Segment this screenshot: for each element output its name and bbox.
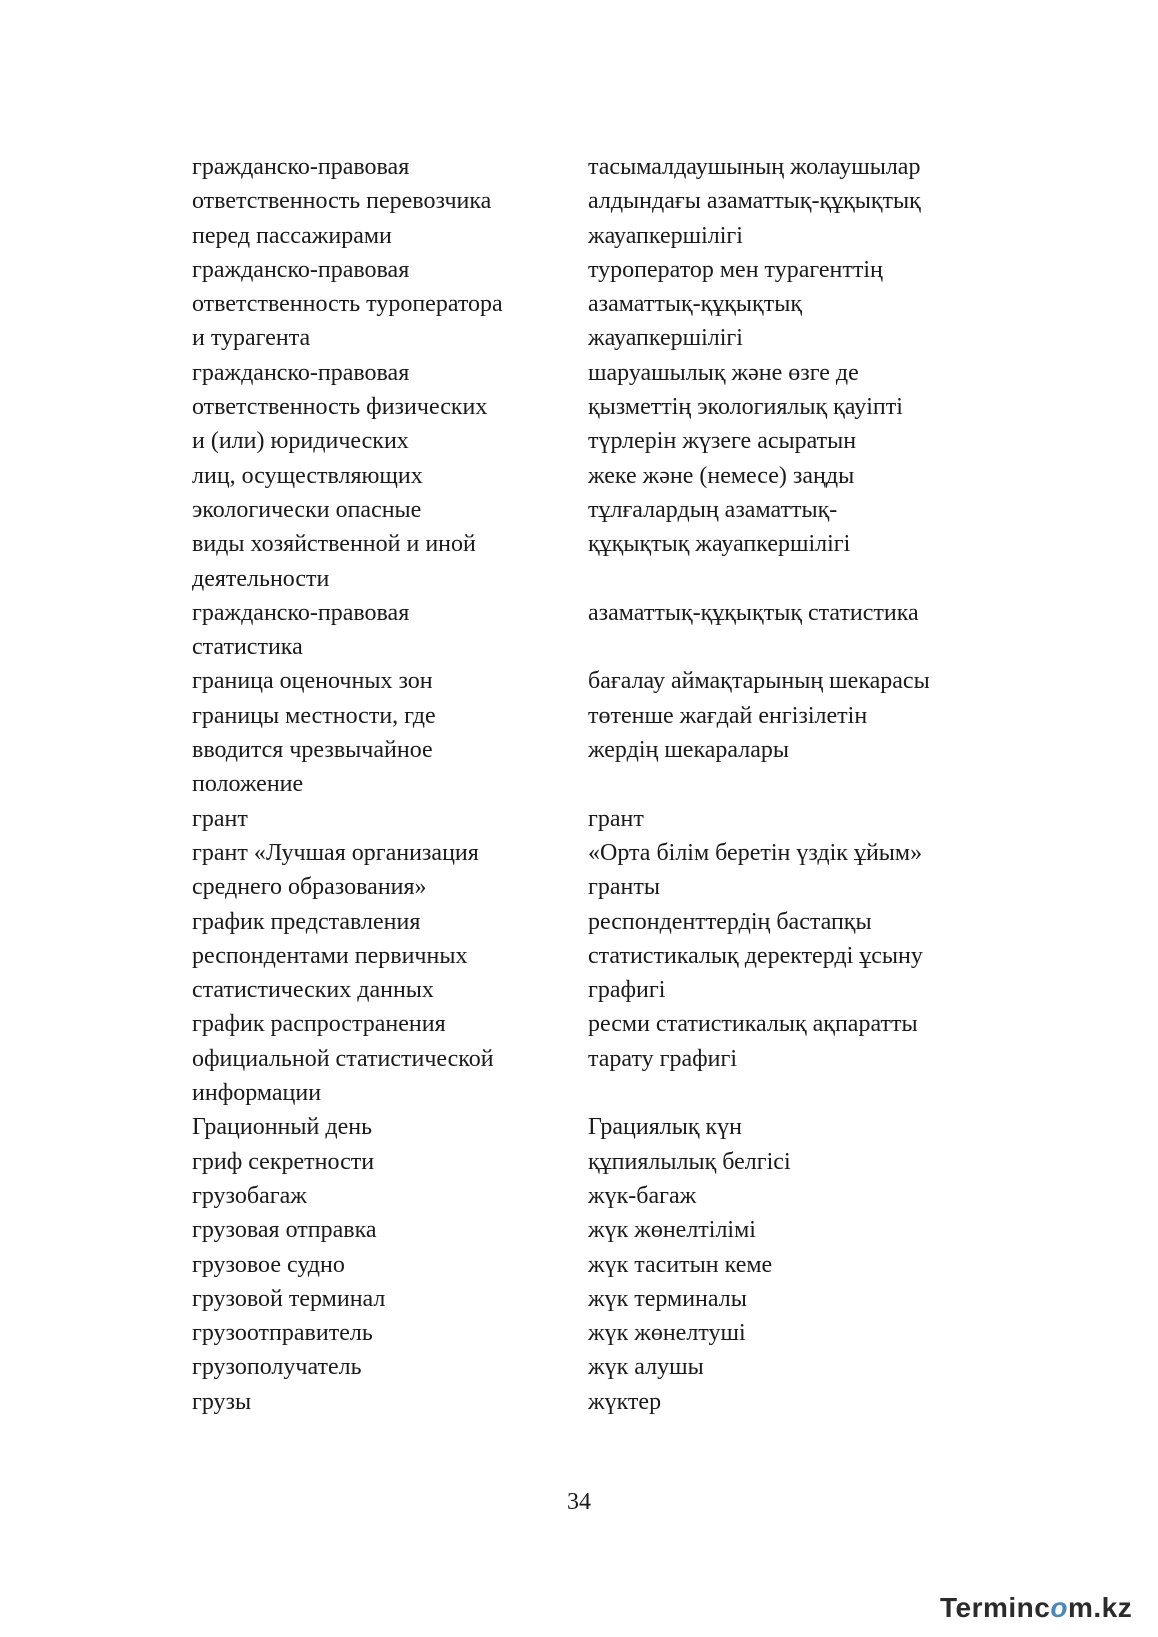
glossary-entry — [192, 1179, 1012, 1213]
russian-term: график представления респондентами первичных статистических данных — [192, 908, 468, 1004]
glossary-entry — [192, 1316, 1012, 1350]
kazakh-term: азаматтық-құқықтық статистика — [588, 599, 919, 626]
russian-term: грант — [192, 805, 248, 832]
glossary-entry — [192, 1248, 1012, 1282]
russian-term: гражданско-правовая ответственность туроператора и турагента — [192, 256, 503, 352]
glossary-entry — [192, 1282, 1012, 1316]
kazakh-term: жүк таситын кеме — [588, 1251, 773, 1278]
glossary-entry — [192, 802, 1012, 836]
kazakh-term: шаруашылық және өзге де қызметтің экологиялық қауіпті түрлерін жүзеге асыратын жеке және (немесе) заңды тұлғалардың азаматтық- құқықтық жауапкершілігі — [588, 359, 903, 558]
russian-term: грузовая отправка — [192, 1217, 377, 1244]
logo-text-domain: m.kz — [1067, 1592, 1133, 1623]
kazakh-term: жүк жөнелтуші — [588, 1320, 746, 1347]
russian-term: гражданско-правовая ответственность физических и (или) юридических лиц, осуществляющих экологически опасные виды хозяйственной и иной деятельности — [192, 359, 488, 592]
russian-term: график распространения официальной статистической информации — [192, 1011, 494, 1107]
russian-term: грузоотправитель — [192, 1320, 373, 1347]
glossary-entry — [192, 356, 1012, 596]
kazakh-term: жүктер — [588, 1388, 662, 1415]
logo-text-accent: o — [1050, 1592, 1068, 1623]
kazakh-term: «Орта білім беретін үздік ұйым» гранты — [588, 839, 923, 901]
russian-term: гражданско-правовая статистика — [192, 599, 410, 661]
russian-term: гражданско-правовая ответственность перевозчика перед пассажирами — [192, 154, 492, 249]
kazakh-term: Грациялық күн — [588, 1114, 743, 1141]
russian-term: Грационный день — [192, 1114, 373, 1141]
glossary-table — [192, 150, 1012, 1419]
glossary-entry — [192, 1110, 1012, 1144]
russian-term: грузы — [192, 1388, 252, 1415]
kazakh-term: ресми статистикалық ақпаратты тарату графигі — [588, 1011, 918, 1072]
kazakh-term: төтенше жағдай енгізілетін жердің шекаралары — [588, 702, 868, 764]
glossary-entry — [192, 596, 1012, 665]
glossary-entry — [192, 836, 1012, 905]
kazakh-term: бағалау аймақтарының шекарасы — [588, 668, 930, 695]
russian-term: грузополучатель — [192, 1354, 362, 1381]
kazakh-term: тасымалдаушының жолаушылар алдындағы азаматтық-құқықтық жауапкершілігі — [588, 154, 921, 249]
kazakh-term: туроператор мен турагенттің азаматтық-құқықтық жауапкершілігі — [588, 256, 883, 352]
page-number: 34 — [567, 1489, 591, 1515]
kazakh-term: жүк-багаж — [588, 1182, 697, 1209]
kazakh-term: жүк жөнелтілімі — [588, 1217, 756, 1244]
russian-term: грант «Лучшая организация среднего образования» — [192, 839, 479, 901]
russian-term: гриф секретности — [192, 1148, 375, 1175]
kazakh-term: грант — [588, 805, 644, 832]
kazakh-term: респонденттердің бастапқы статистикалық деректерді ұсыну графигі — [588, 908, 923, 1004]
russian-term: границы местности, где вводится чрезвычайное положение — [192, 702, 436, 798]
glossary-entry — [192, 1385, 1012, 1419]
kazakh-term: құпиялылық белгісі — [588, 1148, 791, 1175]
glossary-entry — [192, 905, 1012, 1008]
russian-term: грузобагаж — [192, 1182, 307, 1209]
glossary-entry — [192, 253, 1012, 356]
russian-term: граница оценочных зон — [192, 668, 433, 695]
glossary-entry — [192, 1350, 1012, 1384]
glossary-entry — [192, 1145, 1012, 1179]
glossary-entry — [192, 1213, 1012, 1247]
glossary-entry — [192, 150, 1012, 253]
kazakh-term: жүк терминалы — [588, 1285, 747, 1312]
logo-text-main: Terminc — [940, 1592, 1051, 1623]
russian-term: грузовое судно — [192, 1251, 345, 1278]
terminkom-logo — [940, 1588, 1148, 1628]
glossary-entry — [192, 699, 1012, 802]
russian-term: грузовой терминал — [192, 1285, 386, 1312]
glossary-entry — [192, 664, 1012, 698]
kazakh-term: жүк алушы — [588, 1354, 704, 1381]
glossary-entry — [192, 1007, 1012, 1110]
